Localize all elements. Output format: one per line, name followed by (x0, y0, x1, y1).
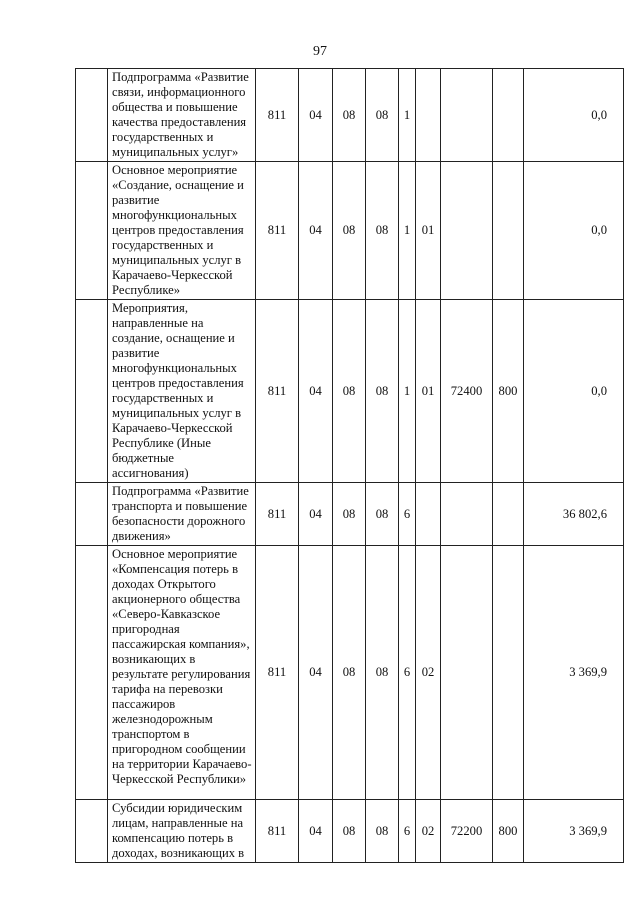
section-code-cell: 04 (299, 483, 333, 546)
amount-cell: 0,0 (524, 69, 624, 162)
section-code-cell: 04 (299, 162, 333, 300)
subsection-code-cell: 08 (333, 800, 366, 863)
direction-code-cell (441, 162, 493, 300)
ministry-code-cell: 811 (256, 800, 299, 863)
subsection-code-cell: 08 (333, 300, 366, 483)
item-name-cell: Основное мероприятие «Создание, оснащение и развитие многофункциональных центров предоставления государственных и муниципальных услуг в Карачаево-Черкесской Республике» (108, 162, 256, 300)
direction-code-cell (441, 483, 493, 546)
program-code-cell: 08 (366, 483, 399, 546)
direction-code-cell: 72400 (441, 300, 493, 483)
table-row (76, 483, 624, 546)
amount-cell: 3 369,9 (524, 800, 624, 863)
expense-type-code-cell: 800 (493, 300, 524, 483)
program-code-cell: 08 (366, 800, 399, 863)
ministry-code-cell: 811 (256, 546, 299, 800)
subprogram-code-cell: 1 (399, 162, 416, 300)
subsection-code-cell: 08 (333, 69, 366, 162)
item-name-cell: Подпрограмма «Развитие транспорта и повышение безопасности дорожного движения» (108, 483, 256, 546)
table-row (76, 300, 624, 483)
amount-cell: 0,0 (524, 300, 624, 483)
main-event-code-cell: 01 (416, 162, 441, 300)
section-code-cell: 04 (299, 800, 333, 863)
item-name-cell: Подпрограмма «Развитие связи, информационного общества и повышение качества предоставления государственных и муниципальных услуг» (108, 69, 256, 162)
item-name-cell: Субсидии юридическим лицам, направленные на компенсацию потерь в доходах, возникающих в (108, 800, 256, 863)
expense-type-code-cell: 800 (493, 800, 524, 863)
table-row (76, 162, 624, 300)
main-event-code-cell (416, 483, 441, 546)
amount-cell: 0,0 (524, 162, 624, 300)
ministry-code-cell: 811 (256, 162, 299, 300)
expense-type-code-cell (493, 483, 524, 546)
program-code-cell: 08 (366, 69, 399, 162)
budget-table (75, 68, 624, 863)
subprogram-code-cell: 6 (399, 483, 416, 546)
ministry-code-cell: 811 (256, 483, 299, 546)
table-row (76, 546, 624, 800)
ministry-code-cell: 811 (256, 300, 299, 483)
table-row (76, 69, 624, 162)
table-row (76, 800, 624, 863)
expense-type-code-cell (493, 69, 524, 162)
program-code-cell: 08 (366, 162, 399, 300)
item-name-cell: Мероприятия, направленные на создание, оснащение и развитие многофункциональных центров предоставления государственных и муниципальных услуг в Карачаево-Черкесской Республике (Иные бюджетные ассигнования) (108, 300, 256, 483)
row-number-cell (76, 800, 108, 863)
direction-code-cell (441, 546, 493, 800)
main-event-code-cell: 01 (416, 300, 441, 483)
amount-cell: 3 369,9 (524, 546, 624, 800)
page-number: 97 (313, 44, 327, 59)
ministry-code-cell: 811 (256, 69, 299, 162)
subprogram-code-cell: 1 (399, 300, 416, 483)
subprogram-code-cell: 1 (399, 69, 416, 162)
expense-type-code-cell (493, 162, 524, 300)
amount-cell: 36 802,6 (524, 483, 624, 546)
direction-code-cell (441, 69, 493, 162)
item-name-cell: Основное мероприятие «Компенсация потерь в доходах Открытого акционерного общества «Северо-Кавказское пригородная пассажирская компания», возникающих в результате регулирования тарифа на перевозки пассажиров железнодорожным транспортом в пригородном сообщении на территории Карачаево-Черкесской Республики» (108, 546, 256, 800)
direction-code-cell: 72200 (441, 800, 493, 863)
section-code-cell: 04 (299, 69, 333, 162)
main-event-code-cell: 02 (416, 800, 441, 863)
row-number-cell (76, 162, 108, 300)
row-number-cell (76, 546, 108, 800)
row-number-cell (76, 483, 108, 546)
subprogram-code-cell: 6 (399, 800, 416, 863)
expense-type-code-cell (493, 546, 524, 800)
subsection-code-cell: 08 (333, 546, 366, 800)
row-number-cell (76, 300, 108, 483)
main-event-code-cell: 02 (416, 546, 441, 800)
subsection-code-cell: 08 (333, 483, 366, 546)
section-code-cell: 04 (299, 546, 333, 800)
main-event-code-cell (416, 69, 441, 162)
program-code-cell: 08 (366, 300, 399, 483)
subsection-code-cell: 08 (333, 162, 366, 300)
program-code-cell: 08 (366, 546, 399, 800)
subprogram-code-cell: 6 (399, 546, 416, 800)
section-code-cell: 04 (299, 300, 333, 483)
row-number-cell (76, 69, 108, 162)
